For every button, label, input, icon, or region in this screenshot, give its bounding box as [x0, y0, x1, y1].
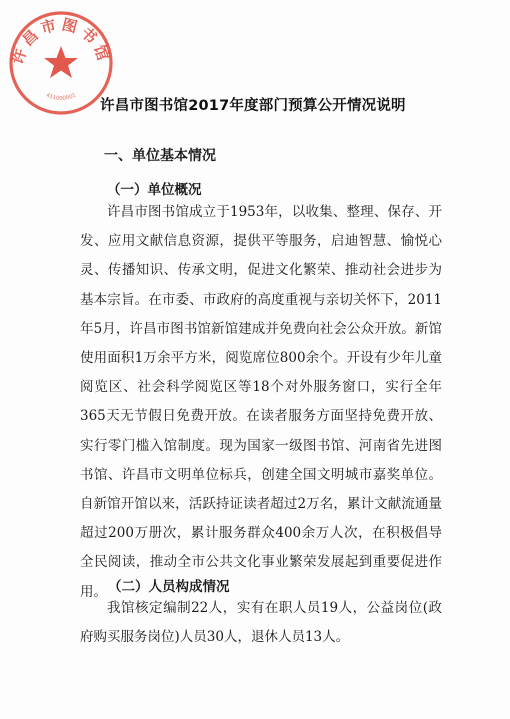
svg-text:411000001	[45, 93, 77, 102]
subsection-heading-staff: （二）人员构成情况	[108, 579, 230, 595]
document-title: 许昌市图书馆2017年度部门预算公开情况说明	[100, 98, 406, 114]
seal-serial: 411000001	[44, 92, 78, 102]
overview-paragraph: 许昌市图书馆成立于1953年，以收集、整理、保存、开发、应用文献信息资源，提供平等服务，启迪智慧、愉悦心灵、传播知识、传承文明，促进文化繁荣、推动社会进步为基本宗旨。在市委、市政府的高度重视与亲切关怀下，2011年5月，许昌市图书馆新馆建成并免费向社会公众开放。新馆使用面积1万余平方米，阅览席位800余个。开设有少年儿童阅览区、社会科学阅览区等18个对外服务窗口，实行全年365天无节假日免费开放。在读者服务方面坚持免费开放、实行零门槛入馆制度。现为国家一级图书馆、河南省先进图书馆、许昌市文明单位标兵，创建全国文明城市嘉奖单位。自新馆开馆以来，活跃持证读者超过2万名，累计文献流通量超过200万册次，累计服务群众400余万人次，在积极倡导全民阅读，推动全市公共文化事业繁荣发展起到重要促进作用。	[80, 204, 442, 600]
seal-star-icon	[44, 46, 78, 78]
staff-paragraph: 我馆核定编制22人，实有在职人员19人，公益岗位(政府购买服务岗位)人员30人，退休人员13人。	[80, 600, 442, 646]
seal-org-text: 许昌市图书馆	[8, 15, 114, 67]
section-heading: 一、单位基本情况	[104, 148, 216, 164]
subsection-heading-overview: （一）单位概况	[107, 182, 202, 198]
